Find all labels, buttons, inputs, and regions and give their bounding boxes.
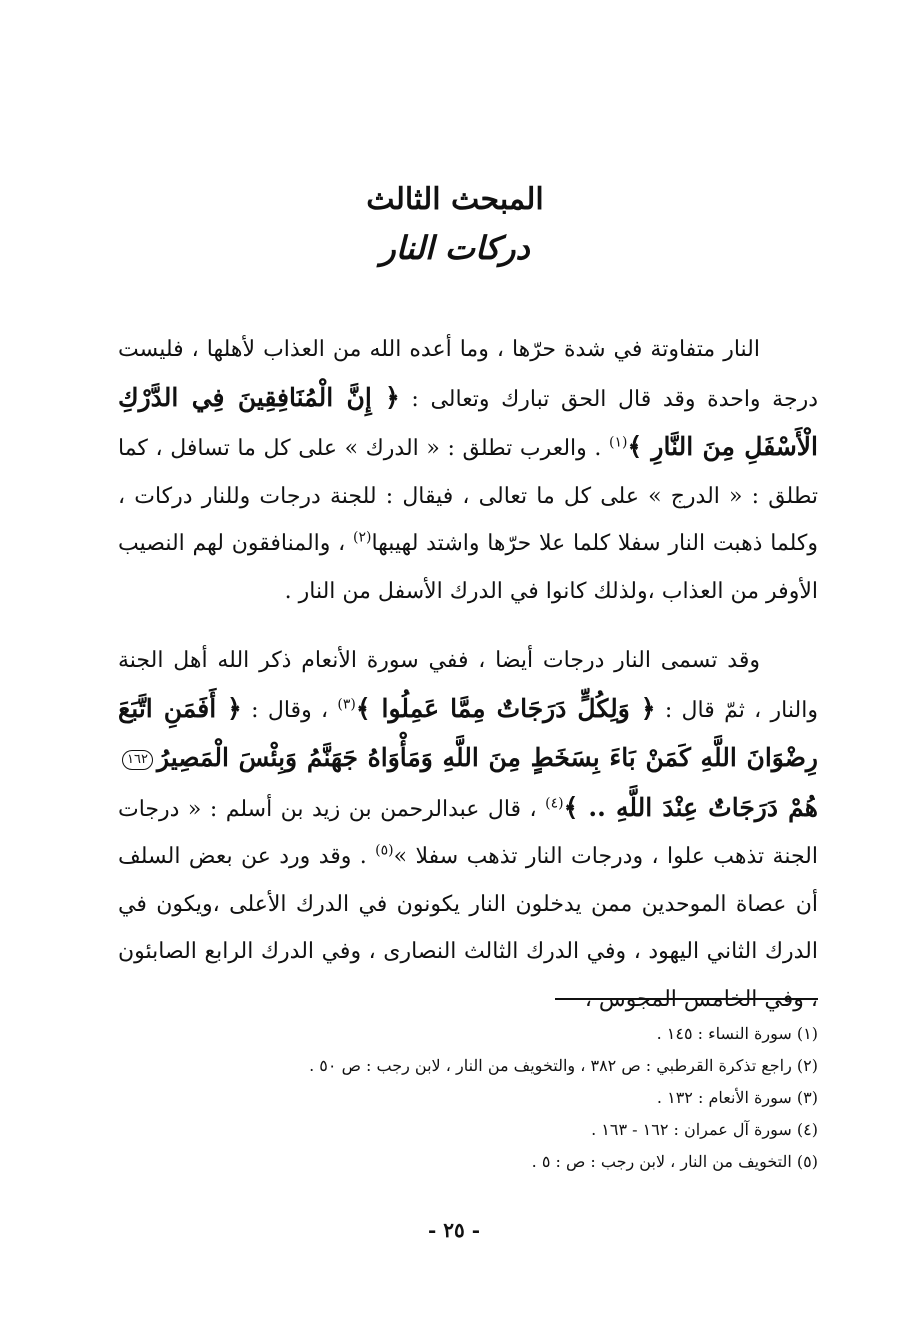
paragraph-1 [118,326,818,615]
page-number: - ٢٥ - [427,1218,480,1242]
paragraph-2-text-a: وقد تسمى النار درجات أيضا ، ففي سورة الأنعام ذكر الله أهل الجنة والنار ، ثمّ قال : [118,648,818,723]
chapter-heading [200,178,710,274]
section-title: دركات النار [380,229,530,267]
paragraph-2-text-b: ، وقال : [241,697,338,723]
quran-verse-imran-b: هُمْ دَرَجَاتٌ عِنْدَ اللَّهِ .. ﴾ [563,792,818,822]
footnote-3: (٣) سورة الأنعام : ١٣٢ . [656,1088,818,1107]
footnote-4: (٤) سورة آل عمران : ١٦٢ - ١٦٣ . [591,1120,818,1139]
paragraph-1-text-a: النار متفاوتة في شدة حرّها ، وما أعده الله من العذاب لأهلها ، فليست درجة واحدة وقد قال الحق تبارك وتعالى : [118,337,818,412]
footnote-ref-3[interactable]: (٣) [337,696,356,713]
section-label: المبحث الثالث [366,182,544,217]
footnotes-list [200,1018,818,1178]
paragraph-2-text-d: . وقد ورد عن بعض السلف أن عصاة الموحدين ممن يدخلون النار يكونون في الدرك الأعلى ،ويكون في الدرك الثاني اليهود ، وفي الدرك الثالث النصارى ، وفي الدرك الرابع الصابئون ، وفي الخامس المجوس ، [118,844,818,1012]
footnote-2: (٢) راجع تذكرة القرطبي : ص ٣٨٢ ، والتخويف من النار ، لابن رجب : ص ٥٠ . [309,1056,818,1075]
footnote-divider [555,998,818,1000]
footnote-ref-5[interactable]: (٥) [375,842,394,859]
footnote-1: (١) سورة النساء : ١٤٥ . [656,1024,818,1043]
footnote-ref-4[interactable]: (٤) [545,795,564,812]
footnote-ref-1[interactable]: (١) [608,434,628,451]
body-text [118,326,818,1023]
quran-verse-nisa: ﴿ إِنَّ الْمُنَافِقِينَ فِي الدَّرْكِ الْأَسْفَلِ مِنَ النَّارِ ﴾ [118,382,818,461]
paragraph-1-text-c: ، والمنافقون لهم النصيب الأوفر من العذاب ،ولذلك كانوا في الدرك الأسفل من النار . [118,531,818,604]
footnote-5: (٥) التخويف من النار ، لابن رجب : ص : ٥ . [531,1152,818,1171]
paragraph-1-text-b: . والعرب تطلق : « الدرك » على كل ما تسافل ، كما تطلق : « الدرج » على كل ما تعالى ، فيقال : للجنة درجات وللنار دركات ، وكلما ذهبت النار سفلا كلما علا حرّها واشتد لهيبها [118,436,819,556]
footnote-ref-2[interactable]: (٢) [352,529,372,546]
verse-number-marker: ١٦٢ [122,750,153,770]
quran-verse-imran-a: ﴿ أَفَمَنِ اتَّبَعَ رِضْوَانَ اللَّهِ كَمَنْ بَاءَ بِسَخَطٍ مِنَ اللَّهِ وَمَأْوَاهُ جَهَنَّمُ وَبِئْسَ الْمَصِيرُ [118,693,818,772]
paragraph-2 [118,637,818,1023]
paragraph-2-text-c: ، قال عبدالرحمن بن زيد بن أسلم : « درجات الجنة تذهب علوا ، ودرجات النار تذهب سفلا » [118,796,818,869]
quran-verse-anam: ﴿ وَلِكُلٍّ دَرَجَاتٌ مِمَّا عَمِلُوا ﴾ [355,693,656,723]
